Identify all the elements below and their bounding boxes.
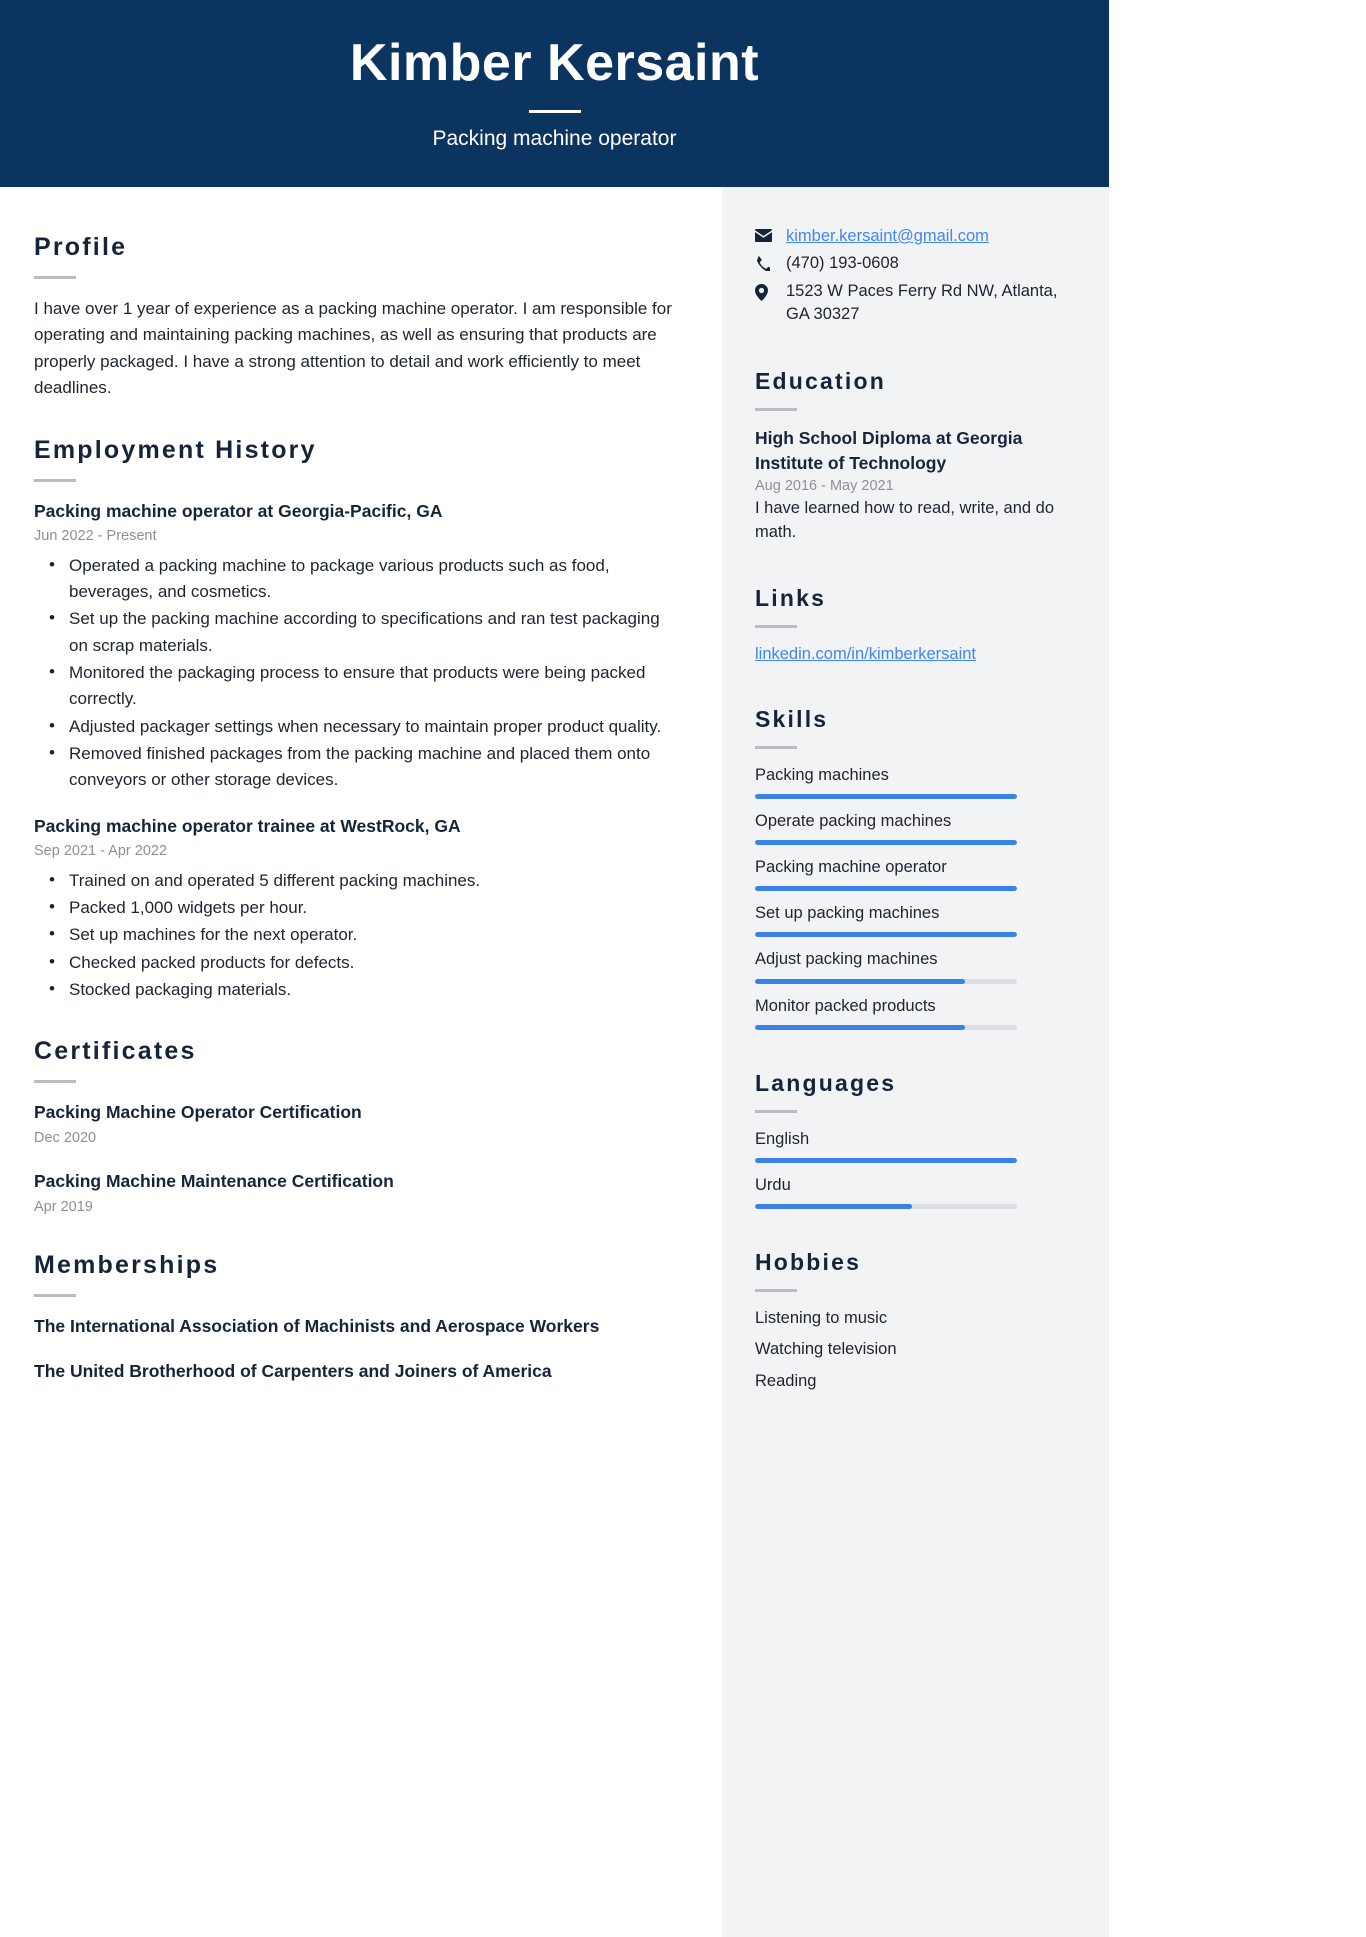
header-divider bbox=[529, 110, 581, 113]
list-item: • Set up machines for the next operator. bbox=[65, 922, 682, 948]
certificate-entry bbox=[34, 1100, 682, 1148]
address-text: 1523 W Paces Ferry Rd NW, Atlanta, GA 30327 bbox=[786, 281, 1058, 324]
skill-item bbox=[755, 902, 1079, 937]
skill-item bbox=[755, 856, 1079, 891]
skill-bar-fill bbox=[755, 840, 1017, 845]
employment-entry-bullets bbox=[34, 868, 682, 1004]
skill-bar-track bbox=[755, 1025, 1017, 1030]
list-item: • Set up the packing machine according to specifications and ran test packaging on scrap materials. bbox=[65, 606, 682, 659]
section-title-hobbies: Hobbies bbox=[755, 1248, 862, 1275]
sidebar-column bbox=[722, 187, 1109, 1937]
main-column bbox=[0, 187, 722, 1937]
section-education bbox=[755, 368, 1079, 544]
skill-item bbox=[755, 810, 1079, 845]
employment-entry-date: Sep 2021 - Apr 2022 bbox=[34, 843, 168, 860]
section-rule bbox=[755, 625, 797, 628]
links-list bbox=[755, 643, 1079, 666]
skill-bar-track bbox=[755, 979, 1017, 984]
language-label: Urdu bbox=[755, 1175, 791, 1194]
phone-icon bbox=[755, 252, 777, 271]
skill-bar-fill bbox=[755, 1025, 965, 1030]
membership-title: The United Brotherhood of Carpenters and Joiners of America bbox=[34, 1361, 552, 1382]
section-title-links: Links bbox=[755, 584, 827, 611]
section-skills bbox=[755, 706, 1079, 1030]
skill-bar-fill bbox=[755, 794, 1017, 799]
resume-header bbox=[0, 0, 1109, 187]
skill-label: Operate packing machines bbox=[755, 812, 952, 831]
list-item: • Monitored the packaging process to ensure that products were being packed correctly. bbox=[65, 660, 682, 713]
skill-bar-track bbox=[755, 840, 1017, 845]
education-description: I have learned how to read, write, and do math. bbox=[755, 498, 1055, 541]
education-date: Aug 2016 - May 2021 bbox=[755, 477, 894, 494]
list-item: • Stocked packaging materials. bbox=[65, 977, 682, 1003]
contact-row-email bbox=[755, 225, 1079, 248]
list-item: • Removed finished packages from the packing machine and placed them onto conveyors or other storage devices. bbox=[65, 741, 682, 794]
employment-entry-title: Packing machine operator at Georgia-Pacific, GA bbox=[34, 500, 443, 521]
contact-block bbox=[755, 225, 1079, 327]
section-rule bbox=[34, 1080, 76, 1083]
hobby-item: Reading bbox=[755, 1371, 817, 1390]
employment-entry-bullets bbox=[34, 553, 682, 794]
membership-entry bbox=[34, 1359, 682, 1384]
candidate-job-title: Packing machine operator bbox=[432, 126, 677, 150]
contact-row-address bbox=[755, 280, 1079, 327]
section-rule bbox=[755, 1110, 797, 1113]
list-item: • Trained on and operated 5 different packing machines. bbox=[65, 868, 682, 894]
skill-label: Packing machine operator bbox=[755, 858, 947, 877]
certificate-entry bbox=[34, 1169, 682, 1217]
section-title-memberships: Memberships bbox=[34, 1250, 220, 1279]
language-bar-track bbox=[755, 1158, 1017, 1163]
list-item: • Adjusted packager settings when necessary to maintain proper product quality. bbox=[65, 714, 682, 740]
membership-entry bbox=[34, 1314, 682, 1339]
skill-item bbox=[755, 948, 1079, 983]
employment-entry-date: Jun 2022 - Present bbox=[34, 528, 157, 545]
section-rule bbox=[755, 1289, 797, 1292]
skill-bar-fill bbox=[755, 886, 1017, 891]
section-rule bbox=[34, 1294, 76, 1297]
section-certificates bbox=[34, 1037, 682, 1217]
section-rule bbox=[34, 276, 76, 279]
hobby-item: Listening to music bbox=[755, 1308, 888, 1327]
location-pin-icon bbox=[755, 280, 777, 301]
skill-label: Adjust packing machines bbox=[755, 950, 938, 969]
section-title-certificates: Certificates bbox=[34, 1037, 197, 1066]
section-rule bbox=[755, 408, 797, 411]
language-label: English bbox=[755, 1129, 810, 1148]
skill-label: Set up packing machines bbox=[755, 904, 940, 923]
section-hobbies bbox=[755, 1249, 1079, 1393]
section-rule bbox=[34, 479, 76, 482]
section-profile bbox=[34, 233, 682, 402]
skill-bar-fill bbox=[755, 932, 1017, 937]
section-rule bbox=[755, 746, 797, 749]
language-item bbox=[755, 1174, 1079, 1209]
resume-body bbox=[0, 187, 1109, 1937]
list-item: • Checked packed products for defects. bbox=[65, 950, 682, 976]
skill-bar-fill bbox=[755, 979, 965, 984]
section-employment-history bbox=[34, 436, 682, 1003]
section-title-education: Education bbox=[755, 368, 886, 395]
skill-item bbox=[755, 995, 1079, 1030]
section-languages bbox=[755, 1070, 1079, 1209]
language-bar-fill bbox=[755, 1158, 1017, 1163]
section-title-languages: Languages bbox=[755, 1069, 897, 1096]
language-bar-track bbox=[755, 1204, 1017, 1209]
section-memberships bbox=[34, 1251, 682, 1384]
skill-label: Packing machines bbox=[755, 766, 889, 785]
skill-label: Monitor packed products bbox=[755, 996, 936, 1015]
education-title: High School Diploma at Georgia Institute of Technology bbox=[755, 428, 1023, 473]
section-links bbox=[755, 585, 1079, 666]
language-bar-fill bbox=[755, 1204, 912, 1209]
employment-entry bbox=[34, 499, 682, 794]
skill-bar-track bbox=[755, 794, 1017, 799]
linkedin-link[interactable]: linkedin.com/in/kimberkersaint bbox=[755, 644, 977, 663]
education-entry bbox=[755, 426, 1079, 544]
contact-row-phone bbox=[755, 252, 1079, 275]
candidate-name: Kimber Kersaint bbox=[349, 34, 760, 92]
profile-text: I have over 1 year of experience as a packing machine operator. I am responsible for operating and maintaining packing machines, as well as ensuring that products are properly packaged. I have a strong attention to detail and work efficiently to meet deadlines. bbox=[34, 298, 672, 398]
skill-item bbox=[755, 764, 1079, 799]
section-title-profile: Profile bbox=[34, 232, 128, 261]
hobby-item: Watching television bbox=[755, 1340, 897, 1359]
section-title-employment: Employment History bbox=[34, 435, 317, 464]
skill-bar-track bbox=[755, 932, 1017, 937]
certificate-title: Packing Machine Operator Certification bbox=[34, 1102, 362, 1123]
email-link[interactable]: kimber.kersaint@gmail.com bbox=[786, 226, 989, 245]
membership-title: The International Association of Machinists and Aerospace Workers bbox=[34, 1315, 600, 1336]
certificate-title: Packing Machine Maintenance Certification bbox=[34, 1171, 394, 1192]
list-item: • Packed 1,000 widgets per hour. bbox=[65, 895, 682, 921]
language-item bbox=[755, 1128, 1079, 1163]
skill-bar-track bbox=[755, 886, 1017, 891]
phone-number: (470) 193-0608 bbox=[786, 254, 899, 273]
list-item: • Operated a packing machine to package various products such as food, beverages, and cosmetics. bbox=[65, 553, 682, 606]
section-title-skills: Skills bbox=[755, 706, 829, 733]
employment-entry-title: Packing machine operator trainee at WestRock, GA bbox=[34, 815, 461, 836]
certificate-date: Dec 2020 bbox=[34, 1129, 97, 1146]
certificate-date: Apr 2019 bbox=[34, 1198, 93, 1215]
employment-entry bbox=[34, 814, 682, 1004]
envelope-icon bbox=[755, 225, 777, 242]
